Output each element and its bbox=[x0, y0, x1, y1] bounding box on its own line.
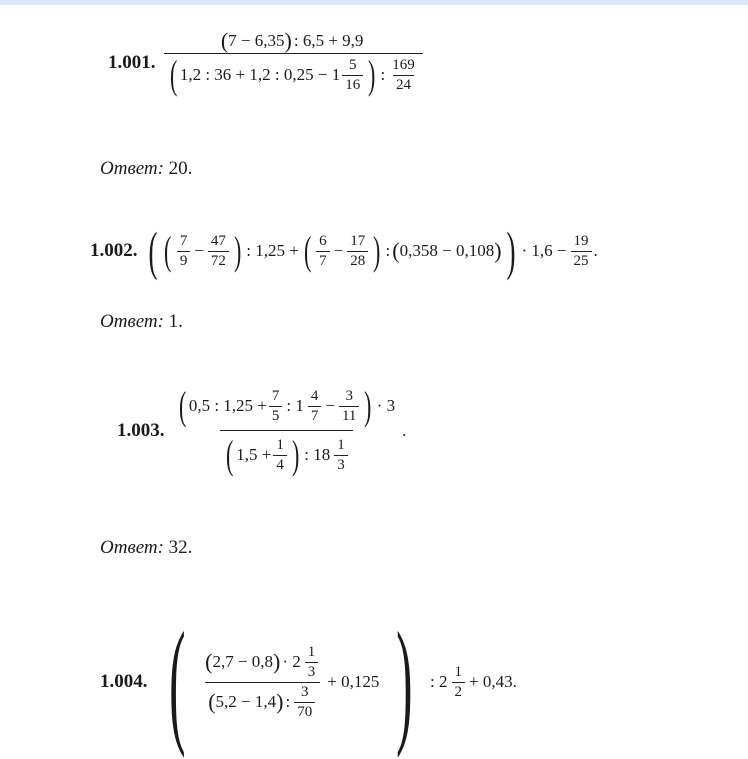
answer-value: 20. bbox=[168, 158, 193, 179]
denominator: ( 5,2 − 1,4 ) : $\frac{3}{70}$ bbox=[205, 682, 320, 721]
inner-fraction bbox=[202, 644, 323, 721]
expression-1002: ( ( $\frac{7}{9}$ − $\frac{47}{72}$ ) : 1,25 + ( $\frac{6}{7}$ − $\frac{17}{28}$ ) : ( 0,358 − 0,108 ) ) · 1,6 − $\frac{19}{25}$ . bbox=[147, 221, 598, 281]
answer-1002 bbox=[100, 311, 183, 333]
answer-label: Ответ: bbox=[100, 537, 164, 558]
answer-label: Ответ: bbox=[100, 158, 164, 179]
expression-1001 bbox=[162, 30, 425, 95]
answer-value: 1. bbox=[168, 311, 183, 332]
problem-1004 bbox=[100, 604, 519, 759]
denominator: ( 1,2 : 36 + 1,2 : 0,25 − 1 $\frac{5}{16}$ ) : $\frac{169}{24}$ bbox=[164, 53, 423, 95]
problem-1001 bbox=[108, 30, 425, 95]
numerator-inner: 7 − 6,35 bbox=[228, 31, 285, 50]
answer-label: Ответ: bbox=[100, 311, 164, 332]
fraction: $\frac{169}{24}$ bbox=[392, 56, 415, 93]
numerator: ( 2,7 − 0,8 ) · 2 $\frac{1}{3}$ bbox=[202, 644, 323, 682]
expression-1004: ( ( 2,7 − 0,8 ) · 2 $\frac{1}{3}$ ( 5,2 − 1,4 ) : $\frac{3}{70}$ + 0,125 ) : 2 $\frac{1}{2}$ + 0,43. bbox=[168, 604, 517, 759]
main-fraction bbox=[164, 30, 423, 95]
problem-number: 1.004. bbox=[100, 671, 148, 692]
problem-1003 bbox=[117, 383, 407, 477]
problem-1002 bbox=[90, 221, 598, 281]
expression-1003: ( 0,5 : 1,25 + $\frac{7}{5}$ : 1 $\frac{4}{7}$ − $\frac{3}{11}$ ) · 3 ( 1,5 + $\frac{1}{4}$ ) : 18 $\frac{1}{3}$ . bbox=[171, 386, 407, 475]
answer-value: 32. bbox=[168, 537, 193, 558]
mixed-fraction: $\frac{5}{16}$ bbox=[342, 57, 363, 94]
answer-1003 bbox=[100, 537, 192, 559]
answer-1001 bbox=[100, 158, 192, 180]
denominator-expr: 1,2 : 36 + 1,2 : 0,25 − 1 bbox=[179, 65, 341, 84]
problem-number: 1.002. bbox=[90, 240, 138, 261]
problem-number: 1.001. bbox=[108, 51, 156, 73]
numerator: ( 0,5 : 1,25 + $\frac{7}{5}$ : 1 $\frac{4}{7}$ − $\frac{3}{11}$ ) · 3 bbox=[178, 383, 396, 428]
numerator: ( 7 − 6,35 ) : 6,5 + 9,9 bbox=[220, 28, 364, 53]
main-fraction bbox=[173, 383, 401, 477]
denominator: ( 1,5 + $\frac{1}{4}$ ) : 18 $\frac{1}{3}$ bbox=[220, 430, 353, 475]
top-bar bbox=[0, 0, 748, 5]
numerator-rest: : 6,5 + 9,9 bbox=[293, 31, 364, 50]
problem-number: 1.003. bbox=[117, 419, 165, 441]
